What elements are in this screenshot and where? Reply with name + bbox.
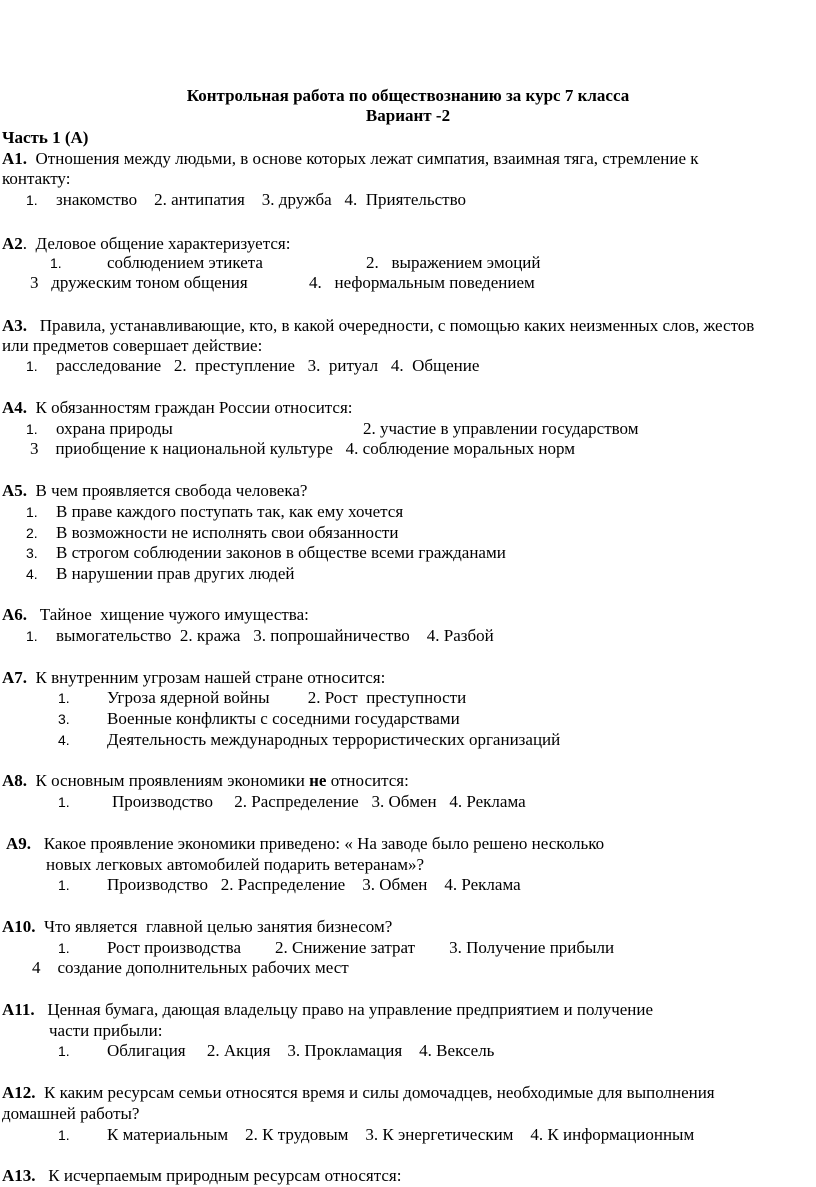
question-text: относится: <box>326 771 409 790</box>
question-text-cont: части прибыли: <box>49 1021 163 1040</box>
question-text: . Деловое общение характеризуется: <box>22 234 291 253</box>
option-number: 1. <box>58 1043 70 1059</box>
option-text: вымогательство 2. кража 3. попрошайничество 4. Разбой <box>56 626 494 645</box>
option-text: В строгом соблюдении законов в обществе всеми гражданами <box>56 543 506 562</box>
question-text: К основным проявлениям экономики <box>35 771 310 790</box>
question-a9 <box>6 834 604 854</box>
question-label: А12. <box>2 1083 36 1102</box>
option-number: 1. <box>26 504 38 520</box>
question-label: А11. <box>2 1000 35 1019</box>
option-number: 1. <box>26 192 38 208</box>
question-text-emphasis: не <box>309 771 327 790</box>
question-a7 <box>2 668 385 688</box>
option-number: 3. <box>58 711 70 727</box>
question-label: А10. <box>2 917 36 936</box>
option-text: В нарушении прав других людей <box>56 564 295 583</box>
question-a11 <box>2 1000 653 1020</box>
option-text: 2. участие в управлении государством <box>363 419 639 438</box>
question-a6 <box>2 605 309 625</box>
question-text: К исчерпаемым природным ресурсам относятся: <box>48 1166 402 1185</box>
option-number: 1. <box>26 358 38 374</box>
question-label: А5. <box>2 481 28 500</box>
question-label: А7. <box>2 668 28 687</box>
question-a1 <box>2 149 699 169</box>
option-text: Облигация 2. Акция 3. Прокламация 4. Вексель <box>107 1041 495 1060</box>
option-text: Рост производства 2. Снижение затрат 3. Получение прибыли <box>107 938 615 957</box>
question-label: А3. <box>2 316 28 335</box>
option-text: соблюдением этикета <box>107 253 263 272</box>
option-text: знакомство 2. антипатия 3. дружба 4. Приятельство <box>56 190 467 209</box>
variant-label: Вариант -2 <box>365 106 451 125</box>
question-label: А4. <box>2 398 28 417</box>
option-text: Угроза ядерной войны 2. Рост преступности <box>107 688 467 707</box>
part-heading: Часть 1 (А) <box>2 128 89 147</box>
question-a2 <box>2 234 290 254</box>
question-label: А6. <box>2 605 28 624</box>
option-number: 3. <box>26 545 38 561</box>
option-number: 1. <box>58 1127 70 1143</box>
question-text: Тайное хищение чужого имущества: <box>39 605 309 624</box>
question-text-cont: контакту: <box>2 169 71 188</box>
question-label: А1. <box>2 149 28 168</box>
option-text: В праве каждого поступать так, как ему хочется <box>56 502 404 521</box>
option-number: 4. <box>58 732 70 748</box>
option-text: 3 приобщение к национальной культуре 4. соблюдение моральных норм <box>30 439 575 458</box>
question-text: К обязанностям граждан России относится: <box>35 398 353 417</box>
option-number: 2. <box>26 525 38 541</box>
option-text: Деятельность международных террористических организаций <box>107 730 561 749</box>
option-number: 1. <box>26 628 38 644</box>
option-text: охрана природы <box>56 419 173 438</box>
question-text: Отношения между людьми, в основе которых лежат симпатия, взаимная тяга, стремление к <box>35 149 699 168</box>
option-text: 2. выражением эмоций <box>366 253 541 272</box>
option-text: К материальным 2. К трудовым 3. К энергетическим 4. К информационным <box>107 1125 695 1144</box>
option-number: 1. <box>58 940 70 956</box>
option-text: Военные конфликты с соседними государствами <box>107 709 460 728</box>
option-number: 1. <box>58 690 70 706</box>
question-a4 <box>2 398 353 418</box>
question-text: К каким ресурсам семьи относятся время и силы домочадцев, необходимые для выполнения <box>44 1083 715 1102</box>
option-number: 1. <box>26 421 38 437</box>
question-text: Что является главной целью занятия бизнесом? <box>44 917 393 936</box>
option-number: 1. <box>58 794 70 810</box>
question-label: А2 <box>2 234 23 253</box>
question-text-cont: домашней работы? <box>2 1104 140 1123</box>
question-text: В чем проявляется свобода человека? <box>35 481 308 500</box>
question-text: Какое проявление экономики приведено: « На заводе было решено несколько <box>43 834 605 853</box>
question-label: А9. <box>6 834 32 853</box>
option-number: 1. <box>50 255 62 271</box>
option-text: Производство 2. Распределение 3. Обмен 4. Реклама <box>112 792 526 811</box>
option-text: 4. неформальным поведением <box>309 273 535 292</box>
question-text-cont: новых легковых автомобилей подарить ветеранам»? <box>46 855 425 874</box>
option-number: 4. <box>26 566 38 582</box>
option-number: 1. <box>58 877 70 893</box>
question-a8 <box>2 771 409 791</box>
question-a12 <box>2 1083 715 1103</box>
option-text: В возможности не исполнять свои обязанности <box>56 523 399 542</box>
question-text: Ценная бумага, дающая владельцу право на управление предприятием и получение <box>47 1000 654 1019</box>
option-text: 4 создание дополнительных рабочих мест <box>32 958 349 977</box>
question-a10 <box>2 917 392 937</box>
question-a3 <box>2 316 754 336</box>
option-text: Производство 2. Распределение 3. Обмен 4. Реклама <box>107 875 521 894</box>
question-text-cont: или предметов совершает действие: <box>2 336 263 355</box>
option-text: 3 дружеским тоном общения <box>30 273 248 292</box>
question-label: А8. <box>2 771 28 790</box>
question-label: А13. <box>2 1166 36 1185</box>
question-a5 <box>2 481 307 501</box>
document-title: Контрольная работа по обществознанию за курс 7 класса <box>186 86 630 105</box>
question-text: К внутренним угрозам нашей стране относится: <box>35 668 386 687</box>
question-text: Правила, устанавливающие, кто, в какой очередности, с помощью каких неизменных слов, жестов <box>39 316 755 335</box>
option-text: расследование 2. преступление 3. ритуал 4. Общение <box>56 356 480 375</box>
question-a13 <box>2 1166 401 1186</box>
